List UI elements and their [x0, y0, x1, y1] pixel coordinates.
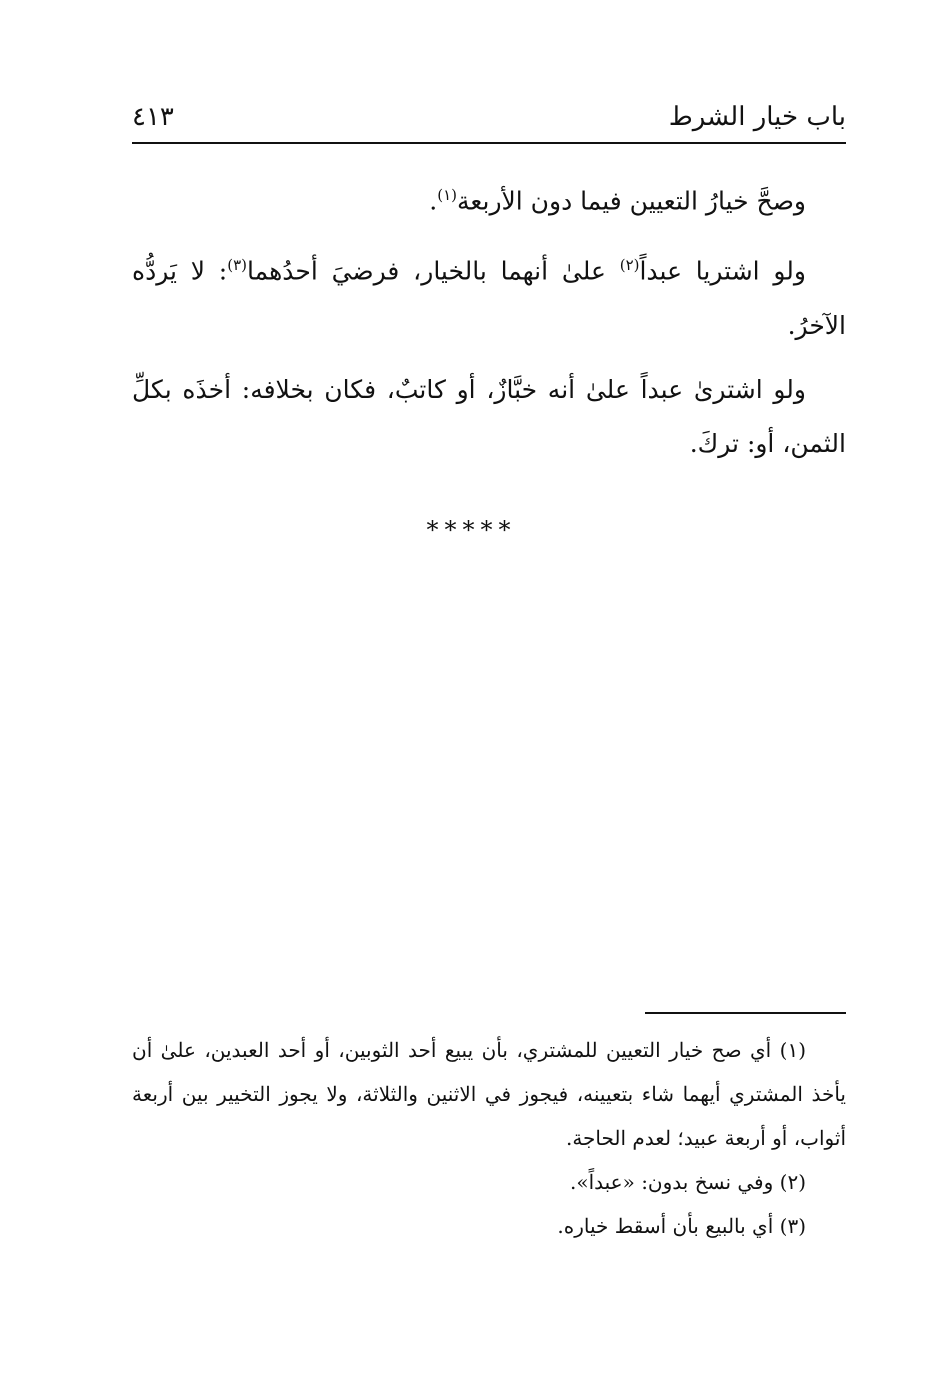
- footnote-ref-2: (٢): [619, 256, 640, 275]
- footnote-ref-1: (١): [437, 186, 458, 204]
- footnote-ref-3: (٣): [227, 256, 248, 275]
- footnote-1: (١) أي صح خيار التعيين للمشتري، بأن يبيع أحد الثوبين، أو أحد العبدين، علىٰ أن يأخذ المشتري أيهما شاء بتعيينه، فيجوز في الاثنين والثلاثة، ولا يجوز التخيير بين أربعة أثواب، أو أربعة عبيد؛ لعدم الحاجة.: [132, 1038, 846, 1150]
- paragraph-1: وصحَّ خيارُ التعيين فيما دون الأربعة$^{(١)}$.: [429, 186, 806, 216]
- footnote-2: (٢) وفي نسخ بدون: «عبداً».: [569, 1170, 806, 1194]
- running-header: [132, 96, 846, 144]
- section-separator: *****: [426, 516, 517, 544]
- chapter-title: باب خيار الشرط: [668, 102, 846, 132]
- footnote-rule: [645, 1012, 846, 1014]
- footnote-3: (٣) أي بالبيع بأن أسقط خياره.: [557, 1214, 806, 1238]
- paragraph-3: ولو اشترىٰ عبداً علىٰ أنه خبَّازٌ، أو كاتبٌ، فكان بخلافه: أخذَه بكلِّ الثمن، أو: تركَ.: [132, 374, 846, 458]
- main-text: [132, 168, 846, 481]
- paragraph-2: ولو اشتريا عبداً$^{(٢)}$ علىٰ أنهما بالخيار، فرضيَ أحدُهما$^{(٣)}$: لا يَردُّه الآخرُ.: [132, 256, 846, 340]
- footnotes: [132, 1028, 846, 1248]
- page-number: ٤١٣: [132, 102, 174, 132]
